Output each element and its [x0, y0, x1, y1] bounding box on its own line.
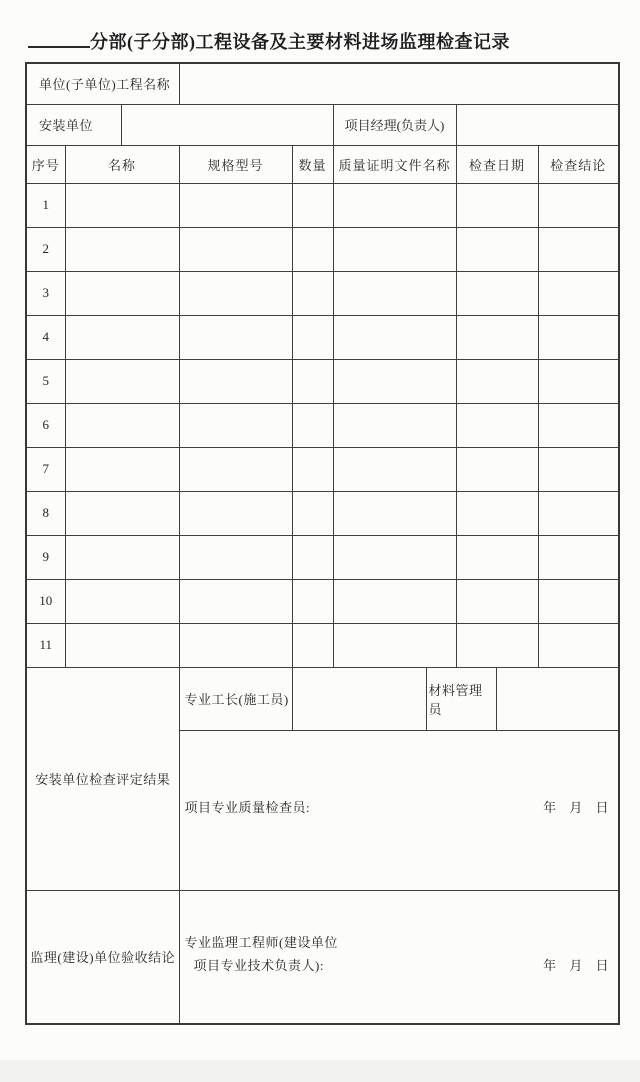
install-check-result-label: 安装单位检查评定结果 [26, 667, 179, 890]
doc-cell[interactable] [333, 535, 456, 579]
date-cell[interactable] [456, 447, 538, 491]
install-unit-label: 安装单位 [26, 104, 121, 145]
col-header-doc: 质量证明文件名称 [333, 145, 456, 183]
equipment-rows [26, 183, 619, 667]
equipment-table-row [26, 535, 619, 579]
spec-cell[interactable] [179, 623, 292, 667]
doc-cell[interactable] [333, 315, 456, 359]
name-cell[interactable] [65, 359, 179, 403]
row-seq-number: 8 [26, 491, 65, 535]
equipment-table-row [26, 359, 619, 403]
install-check-result-field[interactable] [179, 730, 619, 890]
row-seq-number: 1 [26, 183, 65, 227]
supervision-conclusion-row [26, 890, 619, 1024]
name-cell[interactable] [65, 535, 179, 579]
doc-cell[interactable] [333, 359, 456, 403]
result-cell[interactable] [538, 315, 619, 359]
supervision-conclusion-field[interactable] [179, 890, 619, 1024]
result-cell[interactable] [538, 271, 619, 315]
equipment-table-row [26, 623, 619, 667]
result-cell[interactable] [538, 491, 619, 535]
spec-cell[interactable] [179, 535, 292, 579]
material-manager-label: 材料管理员 [426, 667, 496, 730]
row-seq-number: 4 [26, 315, 65, 359]
qty-cell[interactable] [292, 623, 333, 667]
project-manager-field[interactable] [456, 104, 619, 145]
supervision-engineer-label-line2: 项目专业技术负责人): [193, 958, 324, 974]
col-header-name: 名称 [65, 145, 179, 183]
name-cell[interactable] [65, 447, 179, 491]
equipment-table-row [26, 315, 619, 359]
result-cell[interactable] [538, 403, 619, 447]
result-cell[interactable] [538, 535, 619, 579]
date-cell[interactable] [456, 535, 538, 579]
unit-project-name-field[interactable] [179, 63, 619, 104]
col-header-date: 检查日期 [456, 145, 538, 183]
install-unit-row [26, 104, 619, 145]
spec-cell[interactable] [179, 183, 292, 227]
equipment-table-row [26, 447, 619, 491]
equipment-table-row [26, 403, 619, 447]
supervision-date-label: 年 月 日 [543, 958, 610, 974]
date-cell[interactable] [456, 271, 538, 315]
row-seq-number: 11 [26, 623, 65, 667]
qty-cell[interactable] [292, 183, 333, 227]
spec-cell[interactable] [179, 579, 292, 623]
equipment-table-row [26, 183, 619, 227]
name-cell[interactable] [65, 271, 179, 315]
doc-cell[interactable] [333, 447, 456, 491]
qty-cell[interactable] [292, 403, 333, 447]
unit-project-name-row [26, 63, 619, 104]
result-cell[interactable] [538, 359, 619, 403]
date-cell[interactable] [456, 403, 538, 447]
supervision-engineer-label-line1: 专业监理工程师(建设单位 [184, 935, 338, 951]
inspection-record-table [25, 62, 620, 1025]
doc-cell[interactable] [333, 579, 456, 623]
spec-cell[interactable] [179, 271, 292, 315]
doc-cell[interactable] [333, 271, 456, 315]
name-cell[interactable] [65, 183, 179, 227]
row-seq-number: 6 [26, 403, 65, 447]
equipment-table-row [26, 491, 619, 535]
date-cell[interactable] [456, 359, 538, 403]
date-cell[interactable] [456, 315, 538, 359]
spec-cell[interactable] [179, 447, 292, 491]
supervision-conclusion-label: 监理(建设)单位验收结论 [26, 890, 179, 1024]
result-cell[interactable] [538, 447, 619, 491]
row-seq-number: 5 [26, 359, 65, 403]
date-cell[interactable] [456, 227, 538, 271]
date-cell[interactable] [456, 579, 538, 623]
spec-cell[interactable] [179, 491, 292, 535]
col-header-seq: 序号 [26, 145, 65, 183]
row-seq-number: 2 [26, 227, 65, 271]
foreman-row [26, 667, 619, 730]
material-manager-signature-field[interactable] [496, 667, 619, 730]
col-header-result: 检查结论 [538, 145, 619, 183]
doc-cell[interactable] [333, 183, 456, 227]
name-cell[interactable] [65, 623, 179, 667]
form-title [28, 28, 612, 54]
equipment-table-row [26, 227, 619, 271]
qty-cell[interactable] [292, 315, 333, 359]
qty-cell[interactable] [292, 491, 333, 535]
equipment-table-row [26, 579, 619, 623]
table-header-row [26, 145, 619, 183]
title-blank-line [28, 30, 90, 48]
project-manager-label: 项目经理(负责人) [333, 104, 456, 145]
doc-cell[interactable] [333, 227, 456, 271]
col-header-spec: 规格型号 [179, 145, 292, 183]
qty-cell[interactable] [292, 227, 333, 271]
result-cell[interactable] [538, 579, 619, 623]
doc-cell[interactable] [333, 403, 456, 447]
date-cell[interactable] [456, 623, 538, 667]
form-title-text: 分部(子分部)工程设备及主要材料进场监理检查记录 [90, 32, 510, 52]
row-seq-number: 10 [26, 579, 65, 623]
row-seq-number: 3 [26, 271, 65, 315]
result-cell[interactable] [538, 623, 619, 667]
spec-cell[interactable] [179, 315, 292, 359]
qty-cell[interactable] [292, 359, 333, 403]
qty-cell[interactable] [292, 447, 333, 491]
doc-cell[interactable] [333, 491, 456, 535]
row-seq-number: 9 [26, 535, 65, 579]
name-cell[interactable] [65, 403, 179, 447]
doc-cell[interactable] [333, 623, 456, 667]
qty-cell[interactable] [292, 579, 333, 623]
qty-cell[interactable] [292, 535, 333, 579]
date-cell[interactable] [456, 183, 538, 227]
qty-cell[interactable] [292, 271, 333, 315]
spec-cell[interactable] [179, 359, 292, 403]
equipment-table-row [26, 271, 619, 315]
page-bottom-margin [0, 1060, 640, 1082]
foreman-signature-field[interactable] [292, 667, 426, 730]
unit-project-name-label: 单位(子单位)工程名称 [26, 63, 179, 104]
foreman-label: 专业工长(施工员) [179, 667, 292, 730]
name-cell[interactable] [65, 579, 179, 623]
date-cell[interactable] [456, 491, 538, 535]
col-header-qty: 数量 [292, 145, 333, 183]
spec-cell[interactable] [179, 227, 292, 271]
quality-inspector-label: 项目专业质量检查员: [184, 800, 311, 815]
result-cell[interactable] [538, 227, 619, 271]
result-cell[interactable] [538, 183, 619, 227]
install-unit-field[interactable] [121, 104, 333, 145]
spec-cell[interactable] [179, 403, 292, 447]
name-cell[interactable] [65, 315, 179, 359]
quality-inspector-date-label: 年 月 日 [543, 800, 610, 815]
name-cell[interactable] [65, 227, 179, 271]
row-seq-number: 7 [26, 447, 65, 491]
name-cell[interactable] [65, 491, 179, 535]
